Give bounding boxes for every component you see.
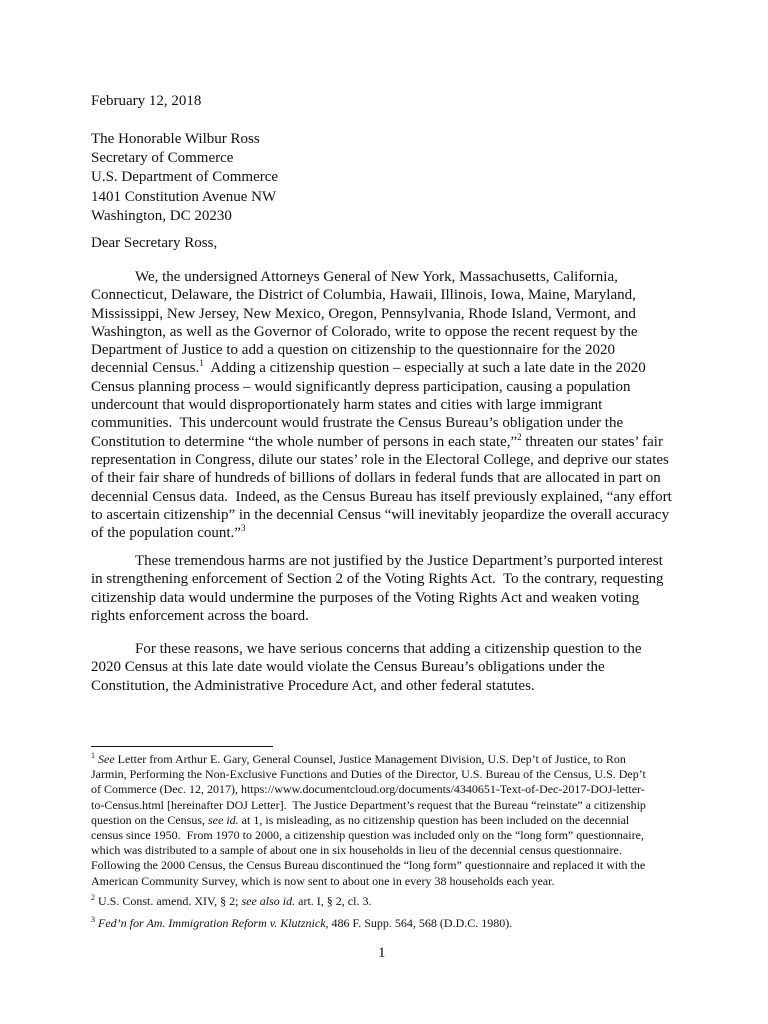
footnote-line: Following the 2000 Census, the Census Bureau discontinued the “long form” questionnaire and replaced it with the	[91, 858, 646, 873]
text-span: at 1, is misleading, as no citizenship question has been included on the decennial	[238, 812, 630, 827]
case-name: Fed’n for Am. Immigration Reform v. Klutznick	[95, 916, 326, 930]
paragraph-line: Census planning process – would significantly depress participation, causing a population	[91, 378, 631, 395]
text-span: of the population count.”	[91, 525, 241, 542]
footnote-line: American Community Survey, which is now sent to about one in every 38 households each year.	[91, 873, 555, 888]
address-line: Secretary of Commerce	[91, 150, 234, 167]
footnote-2	[91, 894, 731, 909]
footnote-line	[91, 752, 731, 767]
footnote-line	[91, 894, 731, 909]
text-span: Adding a citizenship question – especially at such a late date in the 2020	[203, 360, 646, 377]
paragraph-line: representation in Congress, dilute our states’ role in the Electoral College, and deprive our states	[91, 451, 669, 468]
text-span: , 486 F. Supp. 564, 568 (D.D.C. 1980).	[325, 916, 513, 930]
page-number: 1	[378, 945, 386, 961]
footnote-line	[91, 813, 731, 828]
footnote-ref: 2	[517, 431, 522, 442]
footnote-mark: 1	[91, 751, 95, 760]
text-span: question on the Census,	[91, 812, 208, 827]
footnote-line: which was distributed to a sample of about one in six households in lieu of the decennial census questionnaire.	[91, 843, 622, 858]
letter-date: February 12, 2018	[91, 93, 202, 109]
address-line: Washington, DC 20230	[91, 207, 232, 224]
signal-see: See	[98, 752, 115, 766]
paragraph-line: These tremendous harms are not justified by the Justice Department’s purported interest	[135, 553, 663, 569]
footnote-3	[91, 916, 731, 931]
paragraph-line: Washington, as well as the Governor of Colorado, write to oppose the recent request by the	[91, 323, 638, 340]
text-span: Constitution to determine “the whole number of persons in each state,”	[91, 433, 518, 450]
body-paragraph-1	[91, 268, 721, 542]
address-line: The Honorable Wilbur Ross	[91, 131, 260, 147]
paragraph-line: Department of Justice to add a question on citizenship to the questionnaire for the 2020	[91, 342, 616, 359]
paragraph-line: of their fair share of hundreds of billions of dollars in federal funds that are allocated in part on	[91, 470, 661, 487]
signal-see-also: see also id.	[241, 894, 296, 908]
paragraph-line: in strengthening enforcement of Section 2 of the Voting Rights Act. To the contrary, requesting	[91, 571, 664, 588]
paragraph-line: Mississippi, New Jersey, New Mexico, Oregon, Pennsylvania, Rhode Island, Vermont, and	[91, 305, 636, 322]
footnote-divider	[91, 746, 273, 747]
body-paragraph-3	[91, 640, 721, 695]
footnote-ref: 3	[240, 523, 246, 534]
text-span: threaten our states’ fair	[521, 433, 663, 450]
recipient-address	[91, 130, 278, 226]
footnote-line	[91, 916, 731, 931]
text-span: art. I, § 2, cl. 3.	[295, 894, 372, 908]
paragraph-line: We, the undersigned Attorneys General of New York, Massachusetts, California,	[135, 269, 618, 285]
paragraph-line: decennial Census data. Indeed, as the Census Bureau has itself previously explained, “any effort	[91, 488, 672, 505]
text-span: Letter from Arthur E. Gary, General Counsel, Justice Management Division, U.S. Dep’t of Justice, to Ron	[114, 752, 626, 766]
footnote-line: Jarmin, Performing the Non-Exclusive Functions and Duties of the Director, U.S. Bureau of the Census, U.S. Dep’t	[91, 767, 646, 782]
paragraph-line: citizenship data would undermine the purposes of the Voting Rights Act and weaken voting	[91, 589, 640, 606]
salutation: Dear Secretary Ross,	[91, 235, 218, 251]
footnote-line: to-Census.html [hereinafter DOJ Letter]. The Justice Department’s request that the Bureau “reinstate” a citizenship	[91, 797, 646, 812]
paragraph-line: 2020 Census at this late date would violate the Census Bureau’s obligations under the	[91, 659, 605, 676]
paragraph-line: communities. This undercount would frustrate the Census Bureau’s obligation under the	[91, 415, 624, 432]
paragraph-line	[91, 433, 721, 451]
paragraph-line	[91, 524, 721, 542]
footnote-ref: 1	[199, 358, 204, 369]
signal-see-id: see id.	[208, 812, 239, 827]
address-line: U.S. Department of Commerce	[91, 169, 279, 186]
paragraph-line: Connecticut, Delaware, the District of Columbia, Hawaii, Illinois, Iowa, Maine, Maryland,	[91, 287, 636, 304]
footnote-1	[91, 752, 731, 889]
paragraph-line	[91, 359, 721, 377]
footnote-line: census since 1950. From 1970 to 2000, a citizenship question was included only on the “long form” questionnaire,	[91, 828, 644, 843]
text-span: decennial Census.	[91, 360, 200, 377]
paragraph-line: undercount that would disproportionately harm states and cities with large immigrant	[91, 397, 603, 414]
address-line: 1401 Constitution Avenue NW	[91, 188, 277, 205]
paragraph-line: rights enforcement across the board.	[91, 607, 309, 624]
paragraph-line: Constitution, the Administrative Procedure Act, and other federal statutes.	[91, 677, 535, 694]
footnote-line: of Commerce (Dec. 12, 2017), https://www.documentcloud.org/documents/4340651-Text-of-Dec-2017-DOJ-letter-	[91, 782, 645, 797]
text-span: U.S. Const. amend. XIV, § 2;	[95, 894, 242, 908]
footnote-mark: 2	[91, 893, 95, 902]
paragraph-line: to ascertain citizenship” in the decennial Census “will inevitably jeopardize the overall accuracy	[91, 506, 670, 523]
footnote-mark: 3	[91, 915, 95, 924]
paragraph-line: For these reasons, we have serious concerns that adding a citizenship question to the	[135, 641, 642, 657]
body-paragraph-2	[91, 552, 721, 625]
